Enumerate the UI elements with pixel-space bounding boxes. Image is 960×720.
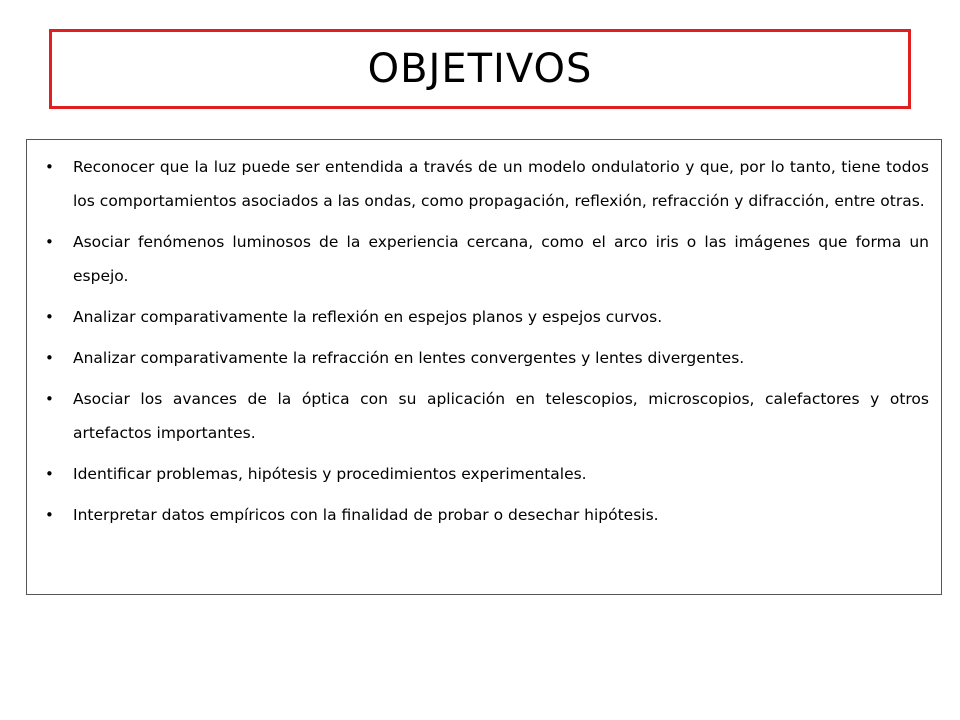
objective-text: Analizar comparativamente la refracción en lentes convergentes y lentes divergentes. [73, 349, 745, 367]
objective-text: Interpretar datos empíricos con la finalidad de probar o desechar hipótesis. [73, 506, 659, 524]
title-box [49, 29, 911, 109]
objective-item [39, 498, 929, 532]
objective-text: Asociar fenómenos luminosos de la experiencia cercana, como el arco iris o las imágenes que forma un espejo. [73, 233, 929, 285]
objective-item [39, 150, 929, 218]
bullet-icon: • [45, 158, 54, 176]
objective-text: Asociar los avances de la óptica con su aplicación en telescopios, microscopios, calefactores y otros artefactos importantes. [73, 390, 929, 442]
bullet-icon: • [45, 390, 54, 408]
slide-title: OBJETIVOS [367, 46, 593, 92]
objective-text: Reconocer que la luz puede ser entendida a través de un modelo ondulatorio y que, por lo tanto, tiene todos los comportamientos asociados a las ondas, como propagación, reflexión, refracción y difracción, entre otras. [73, 158, 929, 210]
objective-text: Analizar comparativamente la reflexión en espejos planos y espejos curvos. [73, 308, 663, 326]
objective-item [39, 300, 929, 334]
objective-item [39, 382, 929, 450]
objective-item [39, 341, 929, 375]
objective-item [39, 457, 929, 491]
objectives-list [39, 150, 929, 532]
bullet-icon: • [45, 465, 54, 483]
bullet-icon: • [45, 233, 54, 251]
bullet-icon: • [45, 308, 54, 326]
bullet-icon: • [45, 506, 54, 524]
objective-text: Identificar problemas, hipótesis y procedimientos experimentales. [73, 465, 587, 483]
bullet-icon: • [45, 349, 54, 367]
objective-item [39, 225, 929, 293]
objectives-box [26, 139, 942, 595]
